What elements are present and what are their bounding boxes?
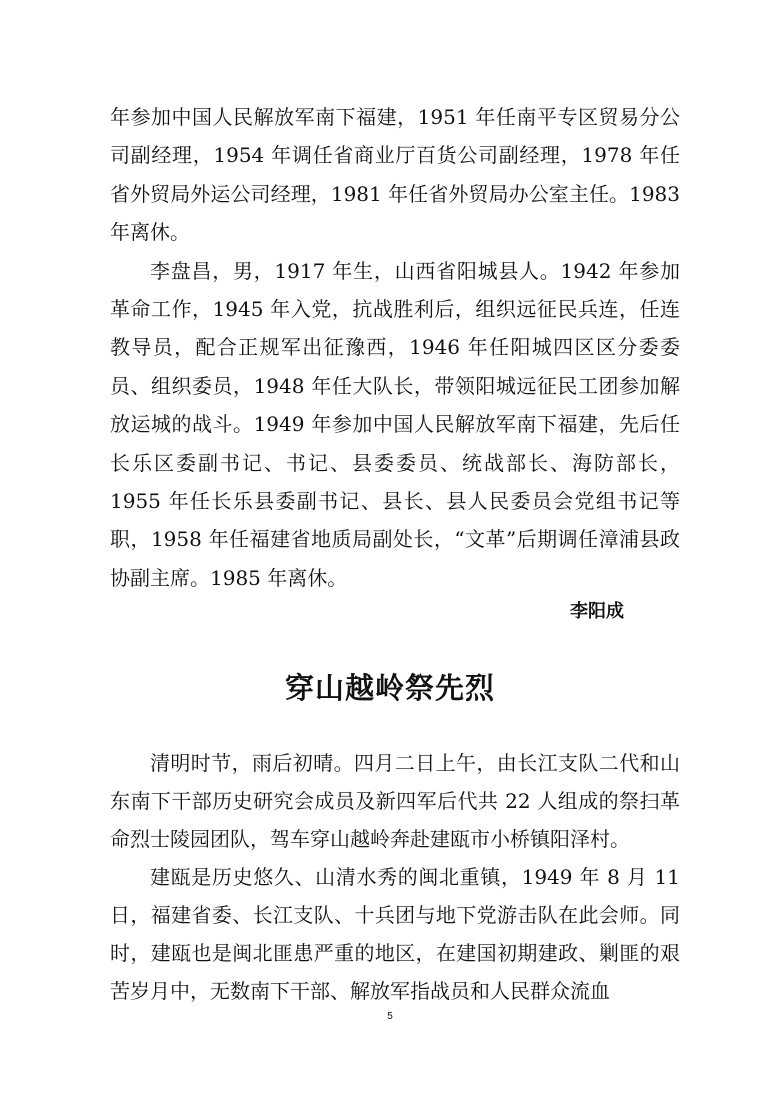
paragraph-continuation: 年参加中国人民解放军南下福建，1951 年任南平专区贸易分公司副经理，1954 年调任省商业厅百货公司副经理，1978 年任省外贸局外运公司经理，1981 年任省外贸局办公室主任。1983 年离休。 (110, 105, 680, 245)
article-paragraph-2: 建瓯是历史悠久、山清水秀的闽北重镇，1949 年 8 月 11 日，福建省委、长江支队、十兵团与地下党游击队在此会师。同时，建瓯也是闽北匪患严重的地区，在建国初期建政、剿匪的艰苦岁月中，无数南下干部、解放军指战员和人民群众流血 (110, 865, 680, 1003)
author-signature: 李阳成 (570, 601, 624, 622)
article-title: 穿山越岭祭先烈 (284, 671, 495, 705)
paragraph-bio-li-panchang: 李盘昌，男，1917 年生，山西省阳城县人。1942 年参加革命工作，1945 年入党，抗战胜利后，组织远征民兵连，任连教导员，配合正规军出征豫西，1946 年任阳城四区区分委委员、组织委员，1948 年任大队长，带领阳城远征民工团参加解放运城的战斗。1949 年参加中国人民解放军南下福建，先后任长乐区委副书记、书记、县委委员、统战部长、海防部长，1955 年任长乐县委副书记、县长、县人民委员会党组书记等职，1958 年任福建省地质局副处长，“文革”后期调任漳浦县政协副主席。1985 年离休。 (110, 258, 680, 590)
article-paragraph-1: 清明时节，雨后初晴。四月二日上午，由长江支队二代和山东南下干部历史研究会成员及新四军后代共 22 人组成的祭扫革命烈士陵园团队，驾车穿山越岭奔赴建瓯市小桥镇阳泽村。 (110, 751, 680, 851)
biography-section (110, 98, 680, 597)
page-number: 5 (387, 1011, 393, 1022)
article-body (110, 744, 680, 1010)
